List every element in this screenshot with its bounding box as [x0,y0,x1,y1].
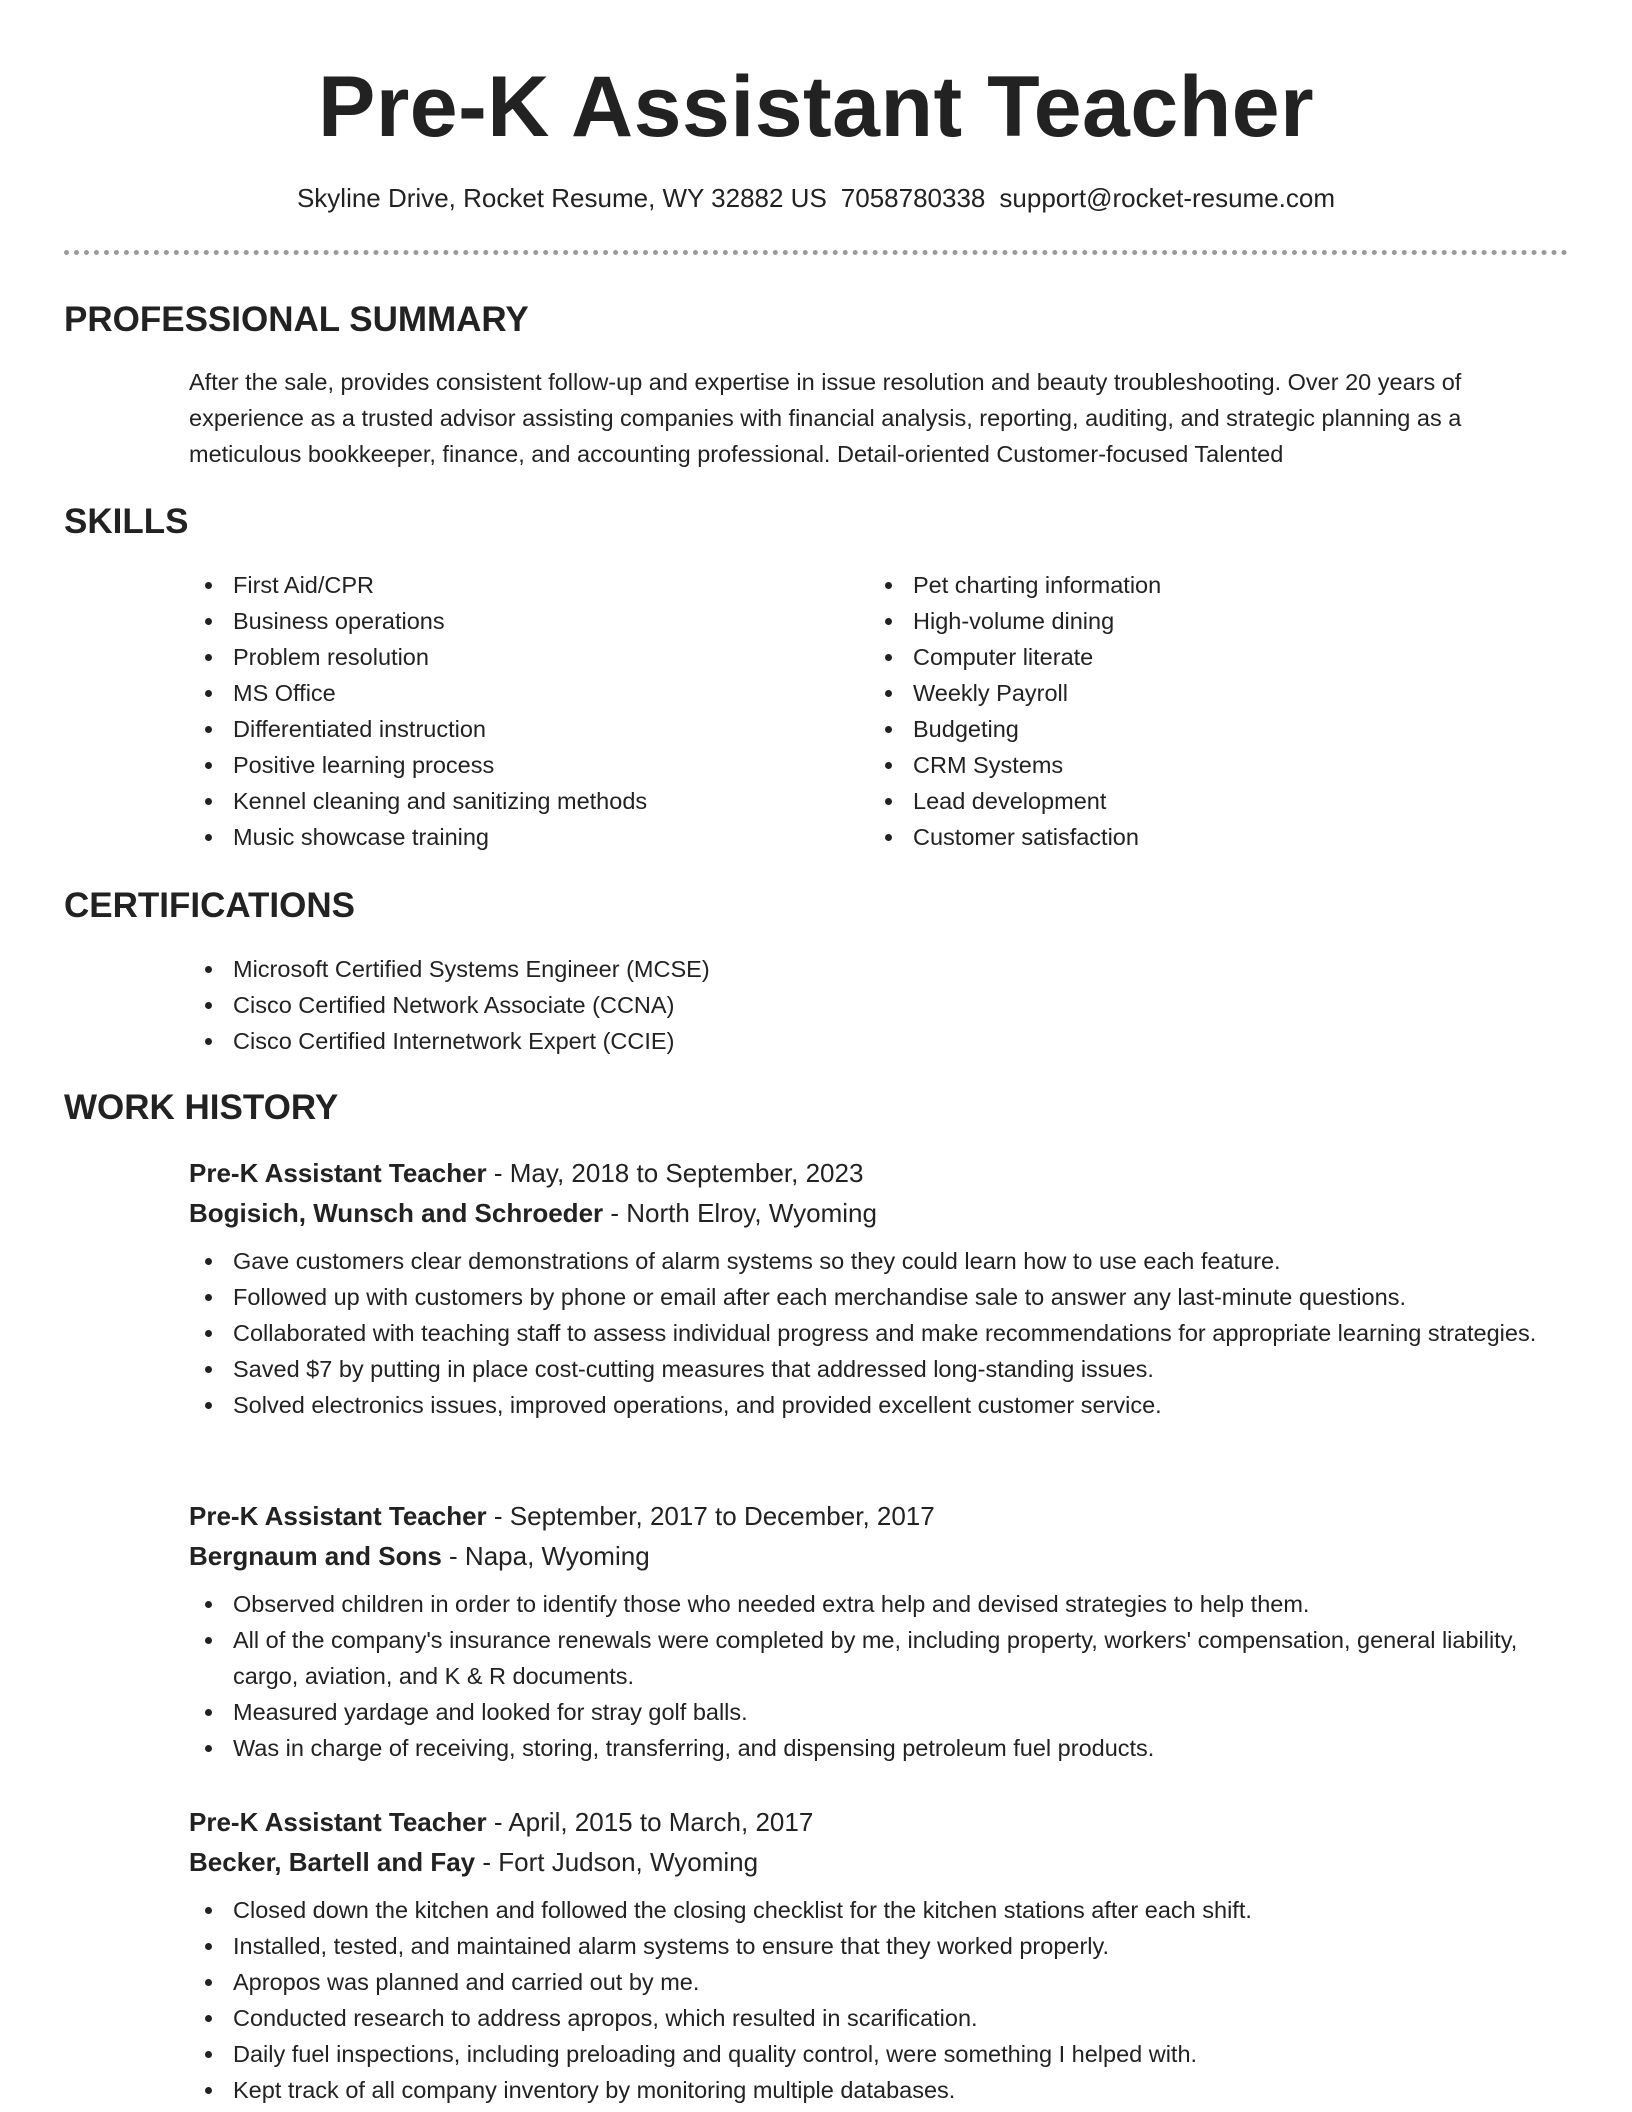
job-bullet: Saved $7 by putting in place cost-cutting measures that addressed long-standing issues. [189,1351,1559,1387]
contact-phone: 7058780338 [840,183,986,213]
skill-item: First Aid/CPR [189,567,849,603]
job-bullet: All of the company's insurance renewals were completed by me, including property, workers' compensation, general liability, cargo, aviation, and K & R documents. [189,1622,1559,1694]
job-entry [189,1802,1559,2108]
job-company: Bogisich, Wunsch and Schroeder [189,1198,604,1228]
skill-item: Differentiated instruction [189,711,849,747]
skill-item: Business operations [189,603,849,639]
skills-heading: SKILLS [64,502,189,541]
job-bullet: Daily fuel inspections, including preloading and quality control, were something I helped with. [189,2036,1559,2072]
contact-line [0,180,1632,216]
skill-item: Pet charting information [869,567,1529,603]
skill-item: Budgeting [869,711,1529,747]
contact-address: Skyline Drive, Rocket Resume, WY 32882 US [296,183,827,213]
job-company: Becker, Bartell and Fay [189,1847,476,1877]
summary-text: After the sale, provides consistent follow-up and expertise in issue resolution and beauty troubleshooting. Over 20 years of experience as a trusted advisor assisting companies with financial analysis, reporting, auditing, and strategic planning as a meticulous bookkeeper, finance, and accounting professional. Detail-oriented Customer-focused Talented [189,369,1462,467]
job-company-line [189,1536,1559,1576]
job-bullets [189,1586,1559,1766]
header-divider [64,250,1568,255]
work-history-heading: WORK HISTORY [64,1088,339,1127]
skill-item: Positive learning process [189,747,849,783]
skill-item: Problem resolution [189,639,849,675]
job-bullets [189,1892,1559,2108]
job-bullet: Conducted research to address apropos, which resulted in scarification. [189,2000,1559,2036]
job-role: Pre-K Assistant Teacher [189,1501,487,1531]
job-bullet: Kept track of all company inventory by monitoring multiple databases. [189,2072,1559,2108]
job-company-line [189,1842,1559,1882]
job-bullets [189,1243,1559,1423]
candidate-name: Pre-K Assistant Teacher [317,59,1315,155]
job-bullet: Apropos was planned and carried out by me. [189,1964,1559,2000]
skill-item: MS Office [189,675,849,711]
job-location: - Napa, Wyoming [441,1541,650,1571]
skill-item: High-volume dining [869,603,1529,639]
job-bullet: Closed down the kitchen and followed the closing checklist for the kitchen stations after each shift. [189,1892,1559,1928]
job-bullet: Collaborated with teaching staff to assess individual progress and make recommendations for appropriate learning strategies. [189,1315,1559,1351]
job-bullet: Solved electronics issues, improved operations, and provided excellent customer service. [189,1387,1559,1423]
certifications-heading: CERTIFICATIONS [64,886,356,925]
job-location: - North Elroy, Wyoming [603,1198,877,1228]
skills-list-right [869,567,1529,855]
skill-item: Kennel cleaning and sanitizing methods [189,783,849,819]
summary-heading: PROFESSIONAL SUMMARY [64,300,529,339]
job-company-line [189,1193,1559,1233]
skill-item: Weekly Payroll [869,675,1529,711]
job-bullet: Gave customers clear demonstrations of alarm systems so they could learn how to use each feature. [189,1243,1559,1279]
job-bullet: Measured yardage and looked for stray golf balls. [189,1694,1559,1730]
job-dates: - April, 2015 to March, 2017 [486,1807,814,1837]
job-title-line [189,1153,1559,1193]
job-entry [189,1153,1559,1423]
job-bullet: Was in charge of receiving, storing, transferring, and dispensing petroleum fuel products. [189,1730,1559,1766]
skills-list-left [189,567,849,855]
certification-item: Cisco Certified Internetwork Expert (CCIE) [189,1023,1559,1059]
job-title-line [189,1802,1559,1842]
job-bullet: Followed up with customers by phone or email after each merchandise sale to answer any last-minute questions. [189,1279,1559,1315]
certifications-list [189,951,1559,1059]
skill-item: Lead development [869,783,1529,819]
job-role: Pre-K Assistant Teacher [189,1158,487,1188]
certification-item: Cisco Certified Network Associate (CCNA) [189,987,1559,1023]
job-location: - Fort Judson, Wyoming [475,1847,759,1877]
job-entry [189,1496,1559,1766]
job-bullet: Installed, tested, and maintained alarm systems to ensure that they worked properly. [189,1928,1559,1964]
job-dates: - September, 2017 to December, 2017 [486,1501,935,1531]
skill-item: Computer literate [869,639,1529,675]
certification-item: Microsoft Certified Systems Engineer (MCSE) [189,951,1559,987]
job-role: Pre-K Assistant Teacher [189,1807,487,1837]
job-bullet: Observed children in order to identify those who needed extra help and devised strategies to help them. [189,1586,1559,1622]
skill-item: Music showcase training [189,819,849,855]
skill-item: Customer satisfaction [869,819,1529,855]
job-title-line [189,1496,1559,1536]
skill-item: CRM Systems [869,747,1529,783]
job-company: Bergnaum and Sons [189,1541,442,1571]
contact-email: support@rocket-resume.com [999,183,1336,213]
job-dates: - May, 2018 to September, 2023 [486,1158,864,1188]
